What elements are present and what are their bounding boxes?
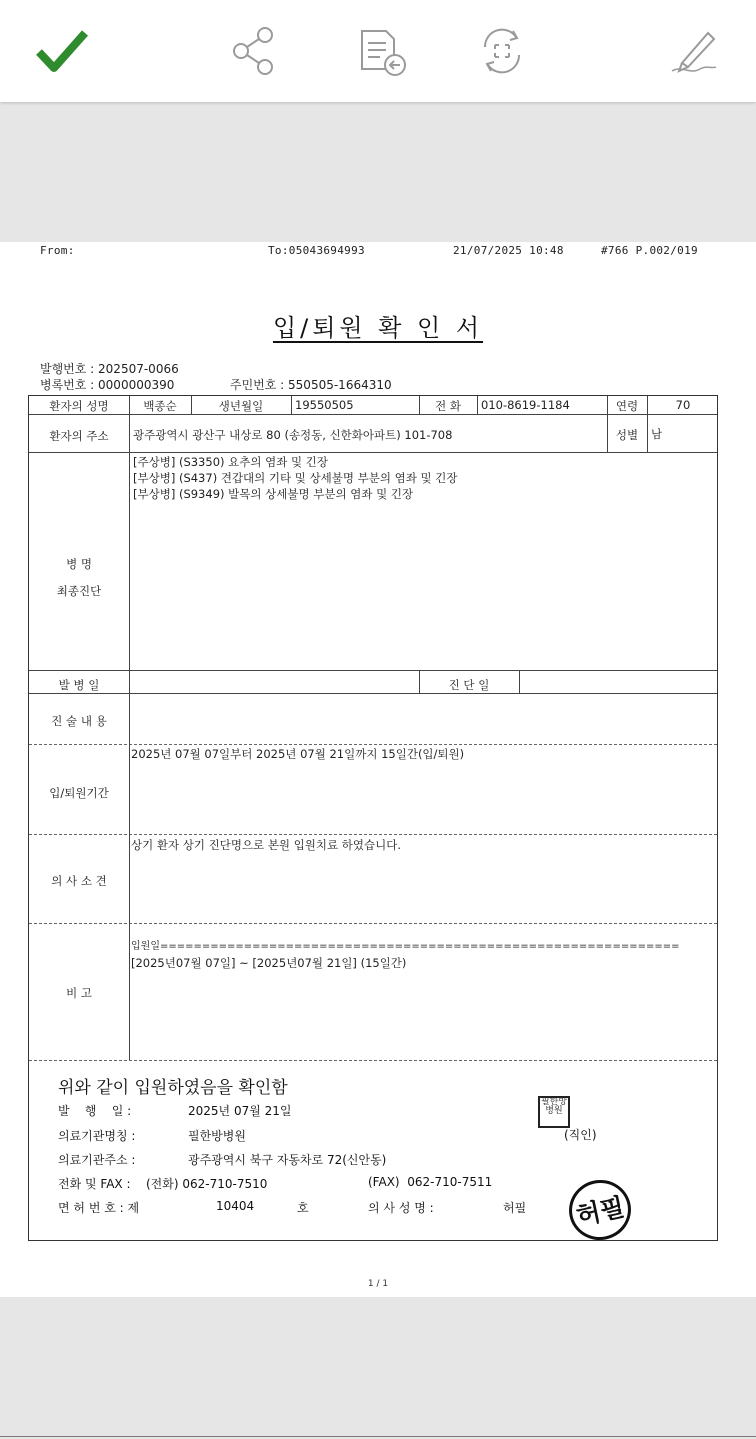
issue-date-label: 발 행 일 :	[58, 1104, 132, 1118]
remarks-label: 비 고	[66, 986, 92, 1000]
surgery-label: 진 술 내 용	[51, 714, 107, 728]
final-diagnosis-label: 최종진단	[56, 584, 102, 598]
bottom-divider	[0, 1436, 756, 1437]
seal-label: (직인)	[564, 1128, 597, 1142]
diagnosis-line: [주상병] (S3350) 요추의 염좌 및 긴장	[133, 455, 328, 469]
remarks-line: [2025년07월 07일] ~ [2025년07월 21일] (15일간)	[131, 956, 407, 970]
signature-pen-icon[interactable]	[666, 22, 722, 80]
birth-label: 생년월일	[218, 399, 264, 413]
institution-name: 필한방병원	[188, 1129, 246, 1143]
confirmation-form	[28, 395, 718, 1241]
share-icon[interactable]	[225, 22, 281, 80]
remarks-line: 입원일==============================================================	[131, 941, 680, 952]
age-label: 연령	[615, 399, 639, 413]
fax-to: To:05043694993	[268, 244, 365, 257]
license-label: 면 허 번 호 : 제	[58, 1201, 140, 1215]
sex-value: 남	[651, 427, 663, 441]
page-number: 1 / 1	[367, 1279, 389, 1289]
institution-address: 광주광역시 북구 자동차로 72(신안동)	[188, 1153, 387, 1167]
doctor-seal-stamp: 허필	[563, 1174, 636, 1246]
issue-date: 2025년 07월 21일	[188, 1104, 292, 1118]
fax-page: #766 P.002/019	[601, 244, 698, 257]
period-label: 입/퇴원기간	[49, 786, 109, 800]
address-value: 광주광역시 광산구 내상로 80 (송정동, 신한화아파트) 101-708	[133, 428, 453, 442]
institution-address-label: 의료기관주소 :	[58, 1153, 136, 1167]
phone-label: 전 화	[435, 399, 461, 413]
license-suffix: 호	[297, 1201, 309, 1215]
diagnosis-line: [부상병] (S437) 견갑대의 기타 및 상세불명 부분의 염좌 및 긴장	[133, 471, 458, 485]
diagnosis-line: [부상병] (S9349) 발목의 상세불명 부분의 염좌 및 긴장	[133, 487, 414, 501]
onset-date-label: 발 병 일	[58, 678, 100, 692]
sex-label: 성별	[615, 428, 639, 442]
hospital-seal-stamp: 필한방병원	[538, 1096, 570, 1128]
doctor-opinion: 상기 환자 상기 진단명으로 본원 입원치료 하였습니다.	[131, 838, 401, 852]
top-toolbar	[0, 0, 756, 102]
doctor-name: 허필	[503, 1201, 527, 1215]
patient-name: 백종순	[143, 399, 177, 413]
age-value: 70	[675, 398, 691, 412]
resident-number: 주민번호 : 550505-1664310	[230, 378, 392, 392]
birth-date: 19550505	[295, 398, 354, 412]
fax-from: From:	[40, 244, 75, 257]
fax-datetime: 21/07/2025 10:48	[453, 244, 564, 257]
admission-period: 2025년 07월 07일부터 2025년 07월 21일까지 15일간(입/퇴원)	[131, 747, 465, 761]
disease-label: 병 명	[66, 557, 92, 571]
checkmark-icon[interactable]	[34, 22, 90, 80]
issue-number: 발행번호 : 202507-0066	[40, 362, 179, 376]
diagnosis-date-label: 진 단 일	[448, 678, 490, 692]
record-number: 병록번호 : 0000000390	[40, 378, 175, 392]
fax-number: (FAX) 062-710-7511	[368, 1175, 493, 1189]
tel-fax-label: 전화 및 FAX :	[58, 1177, 131, 1191]
document-title: 입/퇴원 확 인 서	[272, 314, 484, 342]
confirmation-statement: 위와 같이 입원하였음을 확인함	[58, 1078, 288, 1098]
document-return-icon[interactable]	[354, 22, 410, 80]
phone-number: 010-8619-1184	[481, 398, 570, 412]
license-number: 10404	[216, 1199, 255, 1213]
patient-name-label: 환자의 성명	[49, 399, 109, 413]
opinion-label: 의 사 소 견	[51, 874, 107, 888]
rotate-scan-icon[interactable]	[474, 22, 530, 80]
doctor-name-label: 의 사 성 명 :	[368, 1201, 434, 1215]
institution-name-label: 의료기관명칭 :	[58, 1129, 136, 1143]
address-label: 환자의 주소	[49, 429, 109, 443]
telephone: (전화) 062-710-7510	[146, 1177, 268, 1191]
